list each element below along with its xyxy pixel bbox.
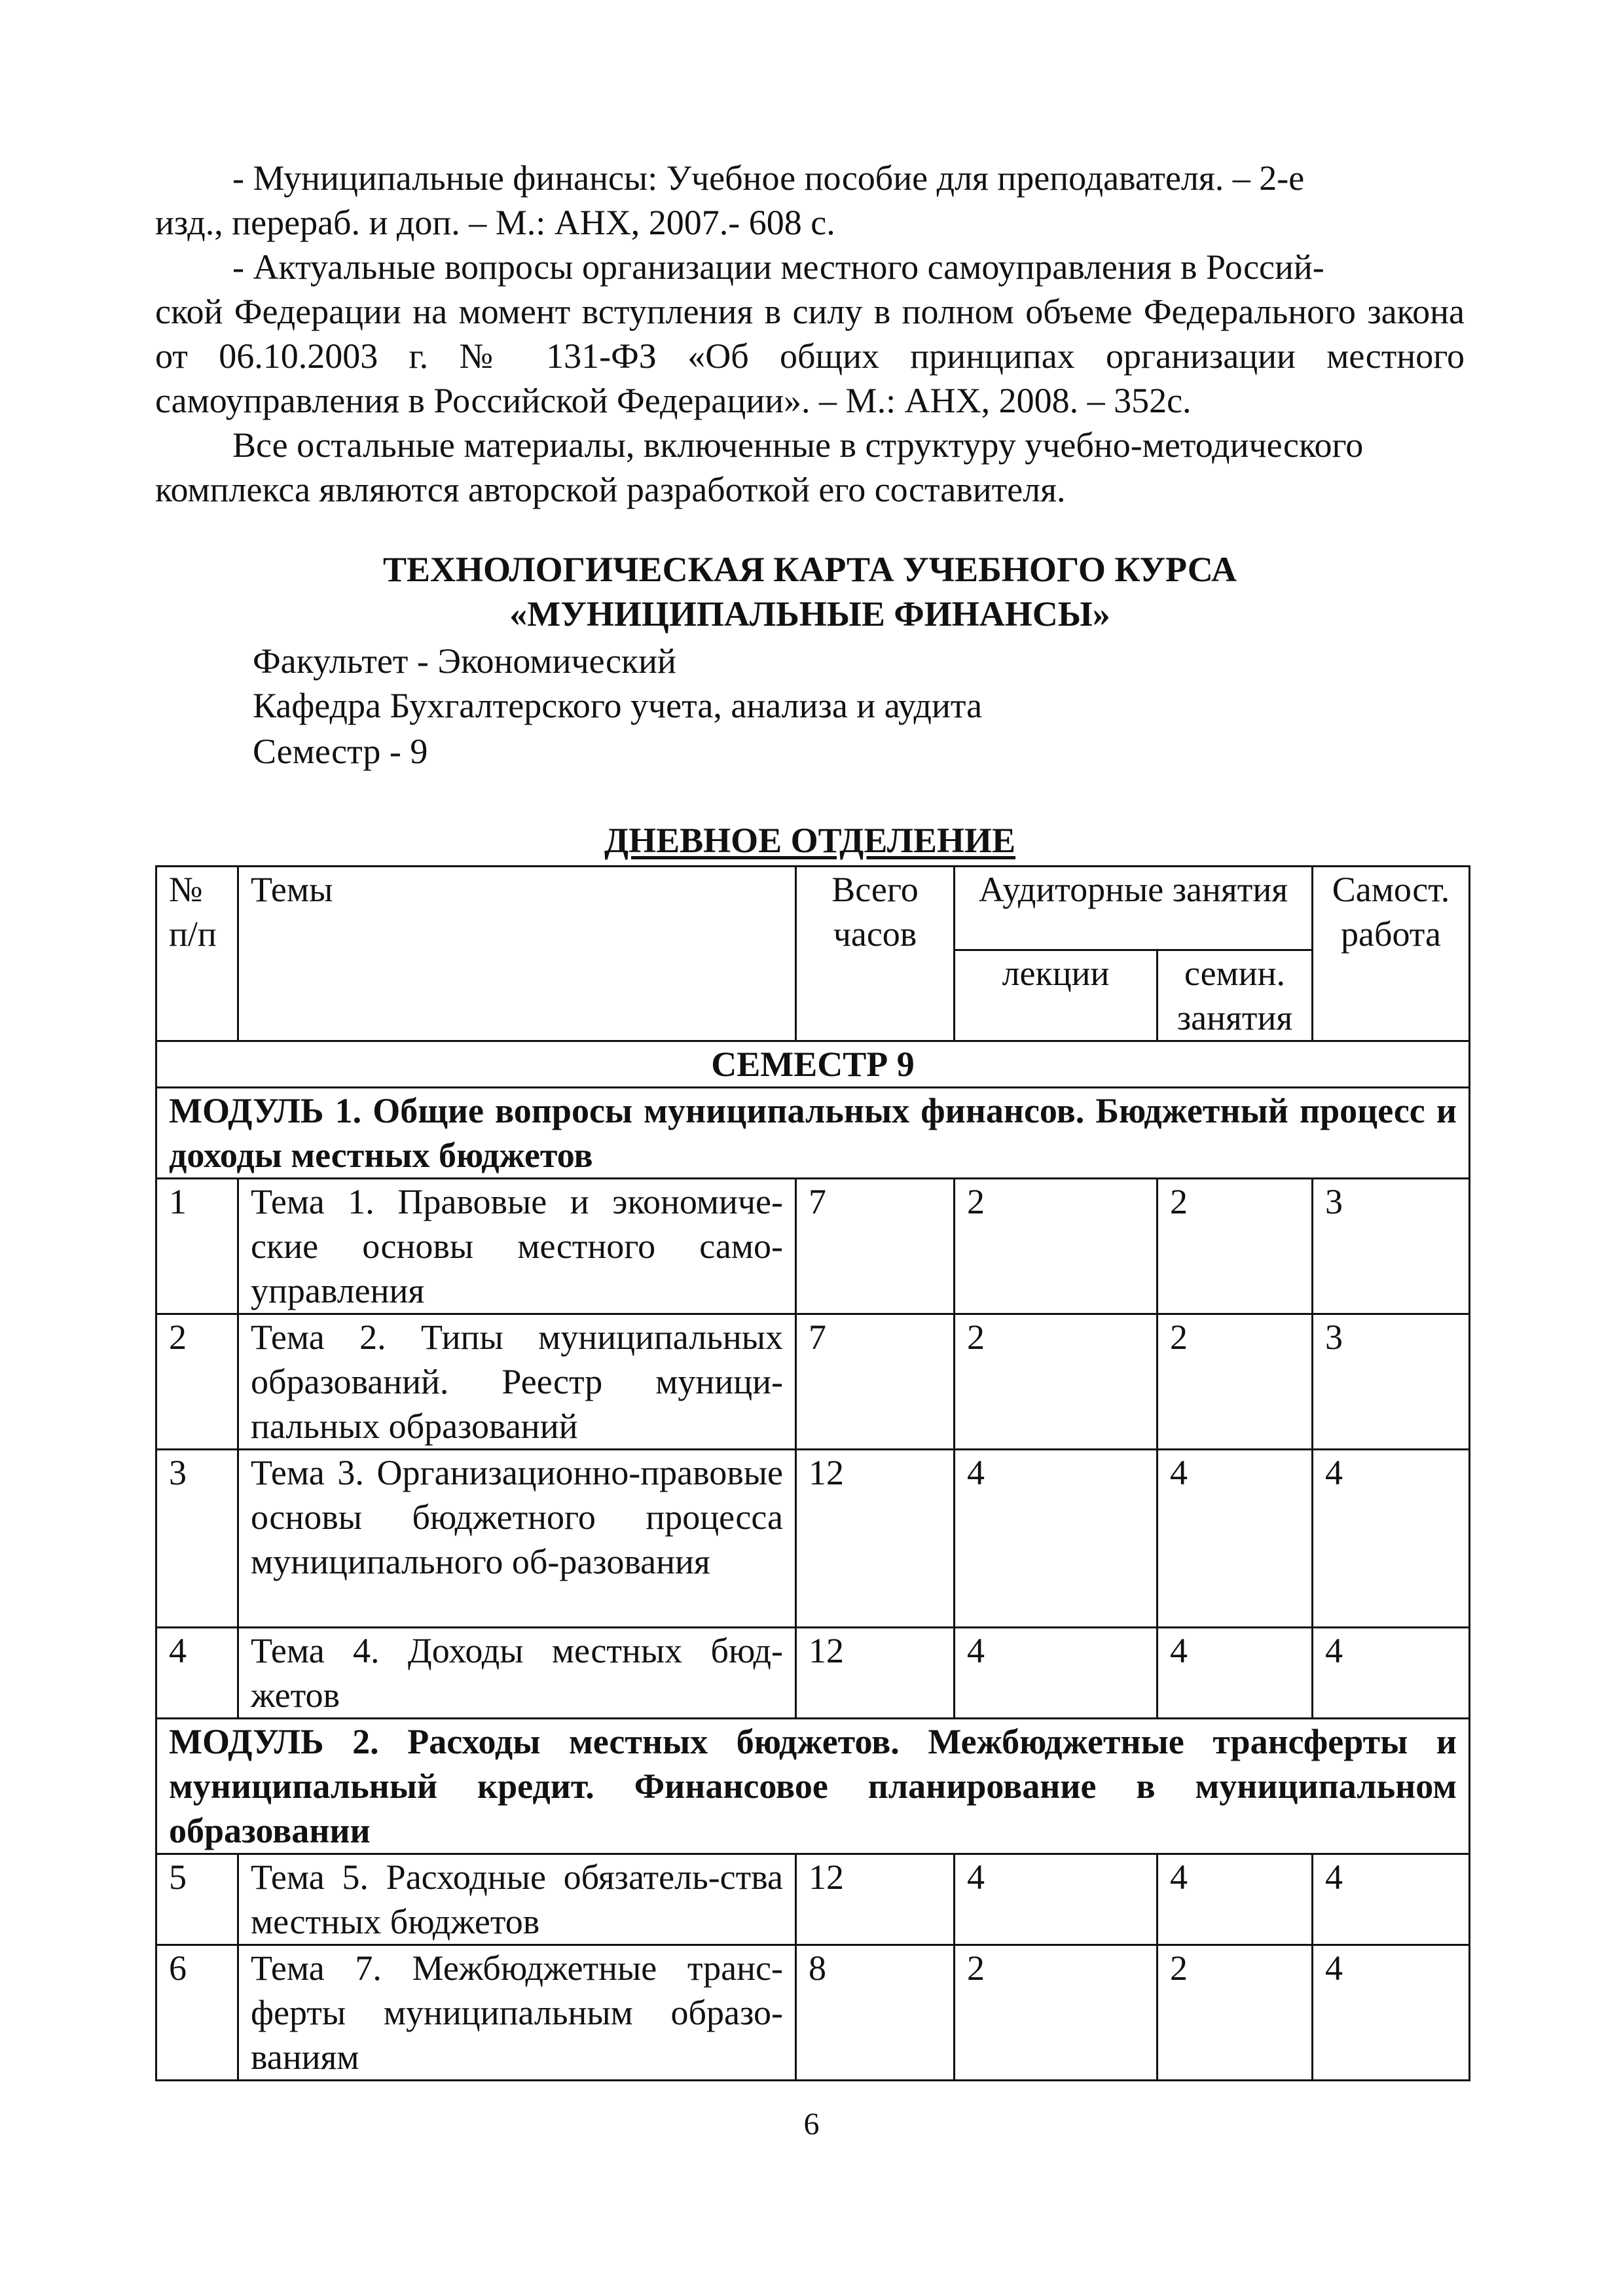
row-lectures: 4 [955, 1450, 1158, 1628]
page-number: 6 [803, 2107, 820, 2142]
row-total: 8 [796, 1945, 955, 2081]
semester-label: СЕМЕСТР 9 [156, 1041, 1470, 1088]
row-topic: Тема 2. Типы муниципальных образований. Реестр муници-пальных образований [238, 1314, 796, 1450]
row-selfwork: 3 [1313, 1314, 1470, 1450]
reference-1-first-line: - Муниципальные финансы: Учебное пособие для преподавателя. – 2-е [232, 158, 1305, 198]
closing-paragraph [155, 423, 1465, 512]
row-selfwork: 4 [1313, 1854, 1470, 1945]
table-row [156, 1314, 1470, 1450]
row-selfwork: 4 [1313, 1628, 1470, 1719]
row-num: 1 [156, 1179, 238, 1314]
header-topics: Темы [238, 867, 796, 1041]
table-row [156, 1945, 1470, 2081]
row-lectures: 2 [955, 1314, 1158, 1450]
row-topic: Тема 4. Доходы местных бюд-жетов [238, 1628, 796, 1719]
header-auditory: Аудиторные занятия [955, 867, 1313, 950]
row-selfwork: 4 [1313, 1450, 1470, 1628]
table-row [156, 1854, 1470, 1945]
row-lectures: 2 [955, 1179, 1158, 1314]
row-num: 2 [156, 1314, 238, 1450]
row-num: 5 [156, 1854, 238, 1945]
row-total: 12 [796, 1450, 955, 1628]
closing-first-line: Все остальные материалы, включенные в структуру учебно-методического [232, 425, 1364, 465]
table-header-row [156, 867, 1470, 950]
row-lectures: 4 [955, 1628, 1158, 1719]
semester-line: Семестр - 9 [253, 732, 428, 771]
row-selfwork: 4 [1313, 1945, 1470, 2081]
reference-2-rest: ской Федерации на момент вступления в силу в полном объеме Федерального закона от 06.10.2003 г. № 131-ФЗ «Об общих принципах организации местного самоуправления в Российской Федерации». – М.: АНХ, 2008. – 352с. [155, 292, 1465, 420]
row-total: 12 [796, 1628, 955, 1719]
closing-rest: комплекса являются авторской разработкой его составителя. [155, 470, 1066, 509]
header-seminars: семин. занятия [1158, 950, 1313, 1041]
row-total: 7 [796, 1179, 955, 1314]
row-topic: Тема 5. Расходные обязатель-ства местных бюджетов [238, 1854, 796, 1945]
table-row [156, 1628, 1470, 1719]
row-seminars: 2 [1158, 1179, 1313, 1314]
faculty-line: Факультет - Экономический [253, 641, 676, 681]
header-lectures: лекции [955, 950, 1158, 1041]
row-lectures: 4 [955, 1854, 1158, 1945]
reference-paragraph-2 [155, 245, 1465, 423]
department-line: Кафедра Бухгалтерского учета, анализа и аудита [253, 686, 983, 725]
reference-paragraph-1 [155, 156, 1465, 245]
row-topic: Тема 3. Организационно-правовые основы бюджетного процесса муниципального об-разования [238, 1450, 796, 1628]
row-num: 6 [156, 1945, 238, 2081]
row-num: 3 [156, 1450, 238, 1628]
header-total-hours: Всего часов [796, 867, 955, 1041]
row-seminars: 4 [1158, 1628, 1313, 1719]
module-row-1 [156, 1088, 1470, 1179]
semester-row [156, 1041, 1470, 1088]
reference-2-first-line: - Актуальные вопросы организации местного самоуправления в Россий- [232, 247, 1324, 287]
table-row [156, 1179, 1470, 1314]
row-topic: Тема 7. Межбюджетные транс-ферты муниципальным образо-ваниям [238, 1945, 796, 2081]
row-lectures: 2 [955, 1945, 1158, 2081]
row-seminars: 4 [1158, 1854, 1313, 1945]
row-topic: Тема 1. Правовые и экономиче-ские основы местного само-управления [238, 1179, 796, 1314]
row-total: 7 [796, 1314, 955, 1450]
heading-line-1: ТЕХНОЛОГИЧЕСКАЯ КАРТА УЧЕБНОГО КУРСА [382, 550, 1237, 589]
module-2-title: МОДУЛЬ 2. Расходы местных бюджетов. Межбюджетные трансферты и муниципальный кредит. Финансовое планирование в муниципальном образовании [156, 1719, 1470, 1854]
header-self-work: Самост. работа [1313, 867, 1470, 1041]
module-row-2 [156, 1719, 1470, 1854]
row-seminars: 4 [1158, 1450, 1313, 1628]
row-num: 4 [156, 1628, 238, 1719]
reference-1-rest: изд., перераб. и доп. – М.: АНХ, 2007.- 608 с. [155, 203, 835, 242]
row-seminars: 2 [1158, 1945, 1313, 2081]
row-total: 12 [796, 1854, 955, 1945]
module-1-title: МОДУЛЬ 1. Общие вопросы муниципальных финансов. Бюджетный процесс и доходы местных бюджетов [156, 1088, 1470, 1179]
course-plan-table [155, 865, 1470, 2081]
row-seminars: 2 [1158, 1314, 1313, 1450]
table-title: ДНЕВНОЕ ОТДЕЛЕНИЕ [604, 821, 1016, 860]
table-row [156, 1450, 1470, 1628]
header-num: № п/п [156, 867, 238, 1041]
row-selfwork: 3 [1313, 1179, 1470, 1314]
heading-line-2: «МУНИЦИПАЛЬНЫЕ ФИНАНСЫ» [509, 594, 1110, 634]
